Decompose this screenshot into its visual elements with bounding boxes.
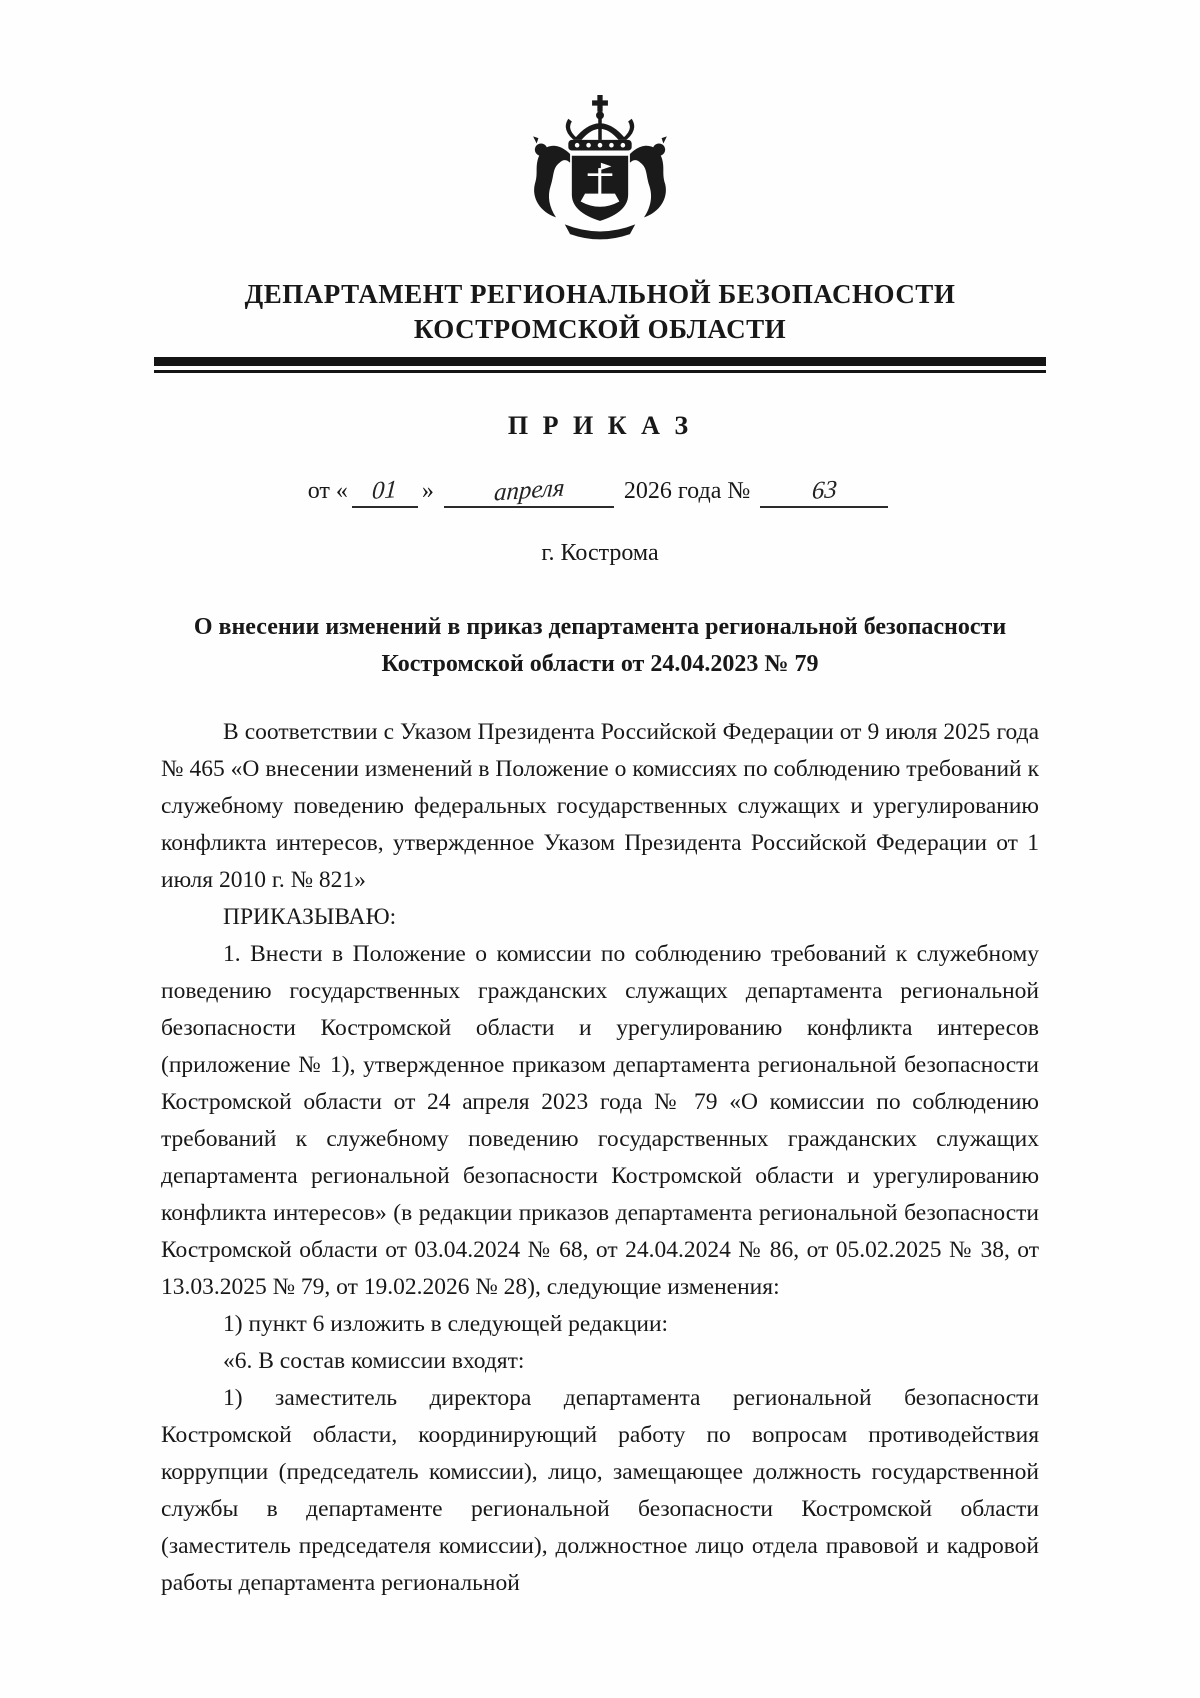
handwritten-month: апреля — [492, 474, 566, 507]
place-line: г. Кострома — [541, 540, 659, 567]
paragraph: 1) заместитель директора департамента региональной безопасности Костромской области, координирующий работу по вопросам противодействия коррупции (председатель комиссии), лицо, замещающее должность государственной службы в департаменте региональной безопасности Костромской области (заместитель председателя комиссии), должностное лицо отдела правовой и кадровой работы департамента региональной — [161, 1384, 1039, 1596]
paragraph: 1) пункт 6 изложить в следующей редакции: — [223, 1310, 669, 1337]
paragraph: ПРИКАЗЫВАЮ: — [223, 903, 397, 930]
separator-rule — [154, 357, 1046, 373]
handwritten-day: 01 — [371, 476, 399, 506]
emblem-container — [0, 92, 1200, 265]
date-tail: 2026 года № — [623, 478, 751, 505]
paragraph: В соответствии с Указом Президента Российской Федерации от 9 июля 2025 года № 465 «О внесении изменений в Положение о комиссиях по соблюдению требований к служебному поведению федеральных государственных служащих и урегулированию конфликта интересов, утвержденное Указом Президента Российской Федерации от 1 июля 2010 г. № 821» — [161, 718, 1039, 893]
paragraph: 1. Внести в Положение о комиссии по соблюдению требований к служебному поведению государственных гражданских служащих департамента региональной безопасности Костромской области и урегулированию конфликта интересов (приложение № 1), утвержденное приказом департамента региональной безопасности Костромской области от 24 апреля 2023 года № 79 «О комиссии по соблюдению требований к служебному поведению государственных гражданских служащих департамента региональной безопасности Костромской области и урегулированию конфликта интересов» (в редакции приказов департамента региональной безопасности Костромской области от 03.04.2024 № 68, от 24.04.2024 № 86, от 05.02.2025 № 38, от 13.03.2025 № 79, от 19.02.2026 № 28), следующие изменения: — [161, 940, 1039, 1300]
org-name-line1: ДЕПАРТАМЕНТ РЕГИОНАЛЬНОЙ БЕЗОПАСНОСТИ — [244, 279, 956, 309]
date-close-quote: » — [421, 478, 434, 505]
date-day-field — [352, 477, 418, 508]
subject-title: О внесении изменений в приказ департамента региональной безопасности Костромской области от 24.04.2023 № 79 — [193, 614, 1007, 678]
doc-type-title: П Р И К А З — [507, 411, 693, 441]
date-number-field — [760, 477, 888, 508]
paragraph: «6. В состав комиссии входят: — [223, 1347, 525, 1374]
handwritten-number: 63 — [810, 476, 838, 506]
date-line — [0, 474, 1200, 508]
date-prefix: от « — [307, 478, 348, 505]
kostroma-coat-of-arms-icon — [512, 92, 688, 260]
date-month-field — [444, 474, 614, 508]
org-name — [0, 277, 1200, 347]
document-body — [161, 714, 1039, 1602]
org-name-line2: КОСТРОМСКОЙ ОБЛАСТИ — [413, 314, 787, 345]
